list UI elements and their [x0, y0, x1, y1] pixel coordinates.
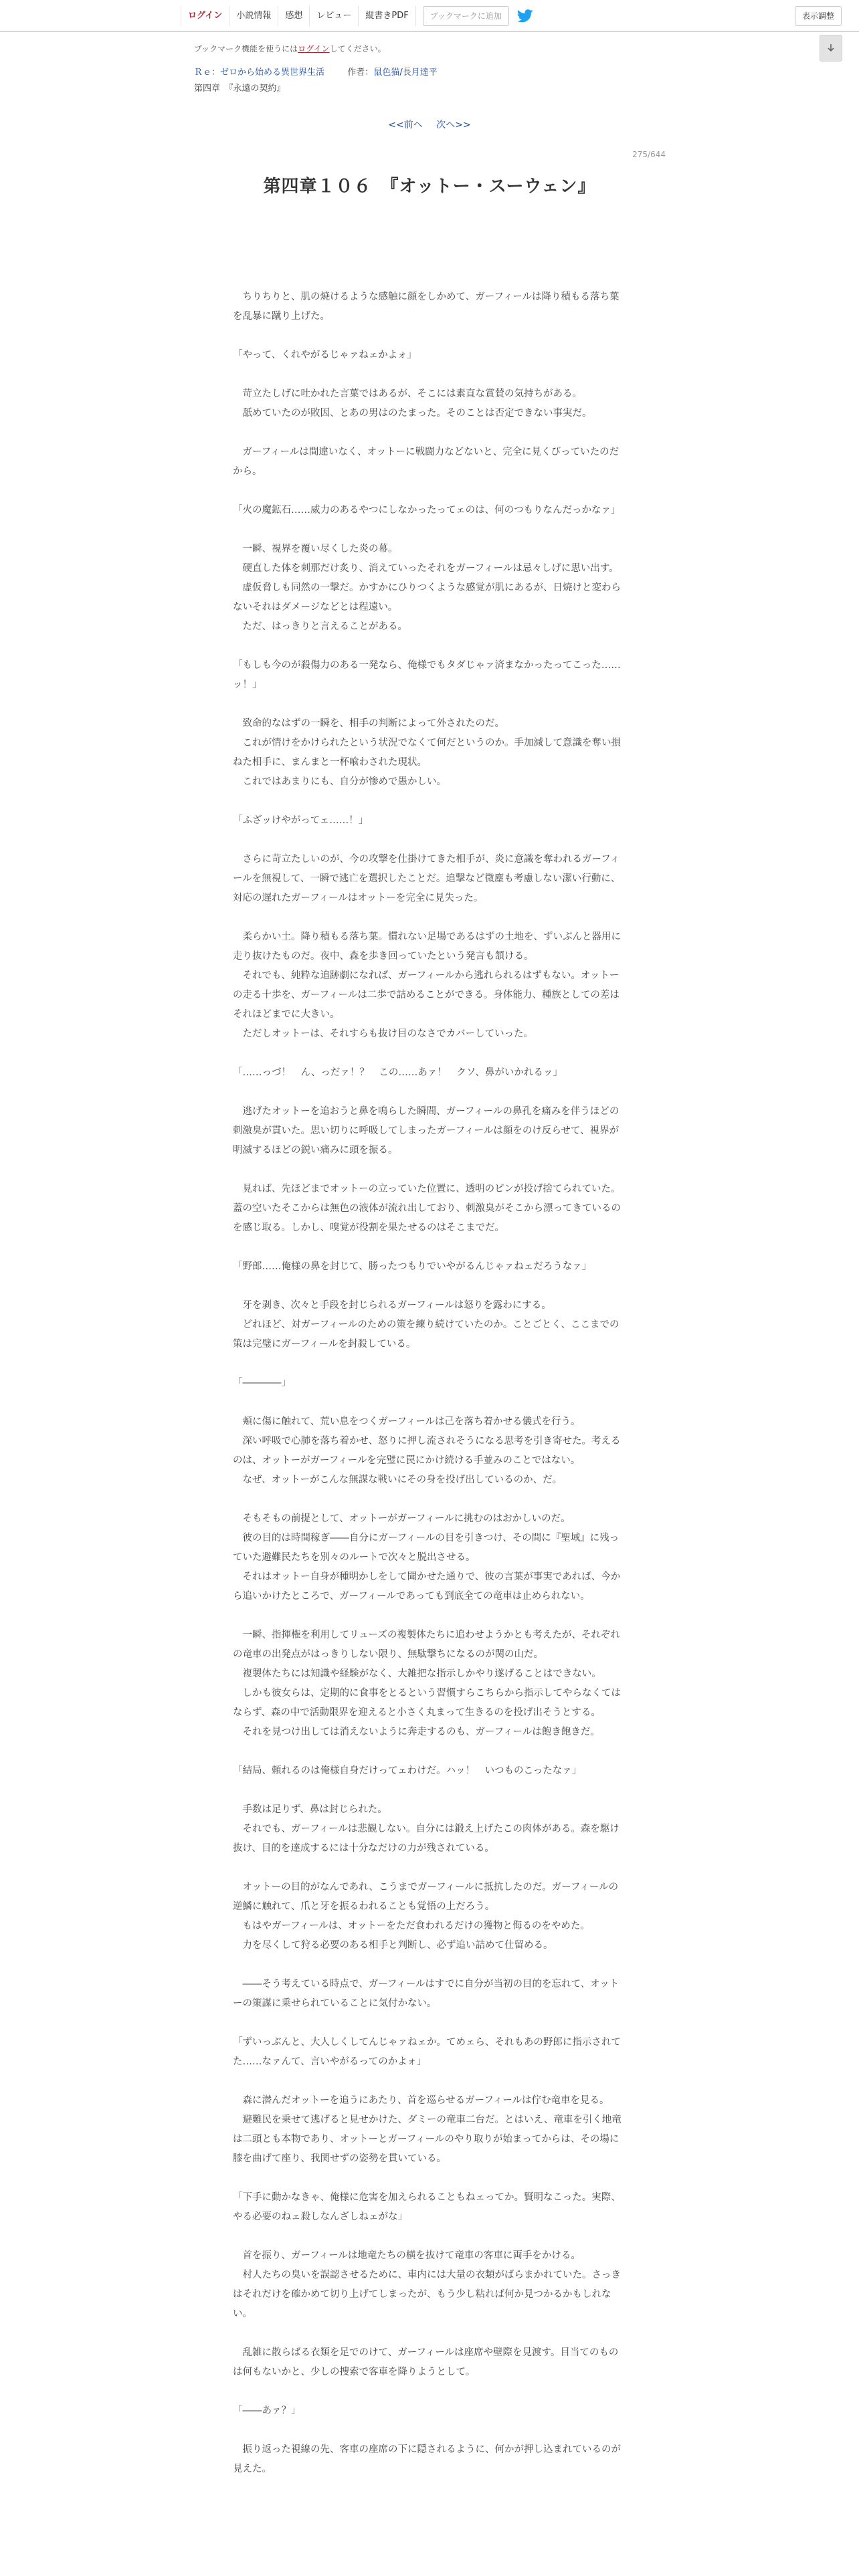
- body-paragraph: 「――あァ？」: [233, 2405, 301, 2416]
- chapter-title: 第四章 『永遠の契約』: [194, 84, 286, 94]
- novel-header: [194, 65, 438, 78]
- body-paragraph: [233, 249, 625, 268]
- body-paragraph: [233, 1858, 625, 1878]
- body-paragraph: それはオットー自身が種明かしをして聞かせた通りで、彼の言葉が事実であれば、今から追いかけたところで、ガーフィールであっても到底全ての竜車は止められない。: [233, 1572, 621, 1602]
- body-paragraph: 手数は足りず、鼻は封じられた。: [233, 1804, 387, 1815]
- body-paragraph: 力を尽くして狩る必要のある相手と判断し、必ず追い詰めて仕留める。: [233, 1940, 553, 1951]
- body-paragraph: [233, 423, 625, 443]
- body-paragraph: [233, 2324, 625, 2343]
- twitter-share-icon[interactable]: [517, 9, 535, 23]
- review-link[interactable]: レビュー: [310, 6, 359, 26]
- body-paragraph: もはやガーフィールは、オットーをただ食われるだけの獲物と侮るのをやめた。: [233, 1921, 590, 1931]
- body-paragraph: [233, 2072, 625, 2091]
- body-paragraph: [233, 2421, 625, 2440]
- body-paragraph: 「野郎……俺様の鼻を封じて、勝ったつもりでいやがるんじゃァねェだろうなァ」: [233, 1261, 592, 1272]
- body-paragraph: [233, 2169, 625, 2188]
- bookmark-login-link[interactable]: ログイン: [298, 44, 330, 53]
- body-paragraph: なぜ、オットーがこんな無謀な戦いにその身を投げ出しているのか、だ。: [233, 1475, 563, 1485]
- novel-body: [233, 249, 625, 2479]
- body-paragraph: [233, 1781, 625, 1800]
- body-paragraph: [233, 2014, 625, 2033]
- body-paragraph: これが情けをかけられたという状況でなくて何だというのか。手加減して意識を奪い損ねた相手に、まんまと一杯喰わされた現状。: [233, 738, 621, 768]
- body-paragraph: 「火の魔鉱石……威力のあるやつにしなかったってェのは、何のつもりなんだっかなァ」: [233, 505, 621, 516]
- body-paragraph: 「もしも今のが殺傷力のある一発なら、俺様でもタダじゃァ済まなかったってこった……ッ！」: [233, 660, 621, 690]
- body-paragraph: 首を振り、ガーフィールは地竜たちの横を抜けて竜車の客車に両手をかける。: [233, 2250, 581, 2261]
- body-paragraph: [233, 481, 625, 501]
- body-paragraph: 「結局、頼れるのは俺様自身だけってェわけだ。ハッ！ いつものこったなァ」: [233, 1765, 582, 1776]
- body-paragraph: 一瞬、視界を覆い尽くした炎の幕。: [233, 544, 398, 554]
- body-paragraph: [233, 1742, 625, 1761]
- prev-page-link[interactable]: <<前へ: [388, 120, 423, 130]
- body-paragraph: さらに苛立たしいのが、今の攻撃を仕掛けてきた相手が、炎に意識を奪われるガーフィールを無視して、一瞬で逃亡を選択したことだ。追撃など微塵も考慮しない潔い行動に、対応の遅れたガーフィールはオットーを完全に見失った。: [233, 854, 621, 903]
- nav-menu: [181, 6, 535, 26]
- body-paragraph: [233, 2227, 625, 2246]
- body-paragraph: [233, 268, 625, 288]
- novel-title-link[interactable]: Ｒｅ：ゼロから始める異世界生活: [194, 68, 325, 78]
- next-page-link[interactable]: 次へ>>: [436, 120, 471, 130]
- body-paragraph: ただしオットーは、それすらも抜け目のなさでカバーしていった。: [233, 1029, 534, 1039]
- body-paragraph: [233, 1606, 625, 1626]
- body-paragraph: ――そう考えている時点で、ガーフィールはすでに自分が当初の目的を忘れて、オットーの策謀に乗せられていることに気付かない。: [233, 1979, 619, 2009]
- body-paragraph: そもそもの前提として、オットーがガーフィールに挑むのはおかしいのだ。: [233, 1513, 571, 1524]
- login-link[interactable]: ログイン: [181, 6, 229, 26]
- body-paragraph: 避難民を乗せて逃げると見せかけた、ダミーの竜車二台だ。とはいえ、竜車を引く地竜は二頭とも本物であり、オットーとガーフィールのやり取りが始まってからは、その場に膝を曲げて座り、我関せずの姿勢を貫いている。: [233, 2115, 622, 2164]
- body-paragraph: 苛立たしげに吐かれた言葉ではあるが、そこには素直な賞賛の気持ちがある。: [233, 389, 582, 399]
- body-paragraph: [233, 520, 625, 540]
- body-paragraph: 「――――」: [233, 1378, 291, 1388]
- display-settings-button[interactable]: 表示調整: [795, 6, 842, 26]
- body-paragraph: [233, 1238, 625, 1257]
- body-paragraph: 舐めていたのが敗因、とあの男はのたまった。そのことは否定できない事実だ。: [233, 408, 592, 419]
- bookmark-note-suffix: してください。: [329, 44, 386, 53]
- body-paragraph: [233, 2382, 625, 2401]
- body-paragraph: 柔らかい土。降り積もる落ち葉。慣れない足場であるはずの土地を、ずいぶんと器用に走り抜けたものだ。夜中、森を歩き回っていたという発言も頷ける。: [233, 932, 621, 962]
- impressions-link[interactable]: 感想: [278, 6, 310, 26]
- vertical-pdf-link[interactable]: 縦書きPDF: [359, 6, 415, 26]
- body-paragraph: ガーフィールは間違いなく、オットーに戦闘力などないと、完全に見くびっていたのだから。: [233, 447, 619, 477]
- body-paragraph: 牙を剥き、次々と手段を封じられるガーフィールは怒りを露わにする。: [233, 1300, 551, 1311]
- add-bookmark-button[interactable]: ブックマークに追加: [423, 6, 509, 26]
- body-paragraph: [233, 1393, 625, 1412]
- body-paragraph: [233, 831, 625, 850]
- body-paragraph: 見れば、先ほどまでオットーの立っていた位置に、透明のビンが投げ捨てられていた。蓋の空いたそこからは無色の液体が流れ出しており、刺激臭がそこから漂ってきているのを感じ取る。しかし、嗅覚が役割を果たせるのはそこまでだ。: [233, 1184, 621, 1233]
- body-paragraph: 一瞬、指揮権を利用してリューズの複製体たちに追わせようかとも考えたが、それぞれの竜車の出発点がはっきりしない限り、無駄撃ちになるのが関の山だ。: [233, 1630, 620, 1660]
- body-paragraph: 「ふざッけやがってェ……！」: [233, 815, 369, 826]
- author-link[interactable]: 鼠色猫/長月達平: [373, 68, 438, 78]
- body-paragraph: [233, 1044, 625, 1063]
- body-paragraph: [233, 1955, 625, 1975]
- body-paragraph: 森に潜んだオットーを追うにあたり、首を巡らせるガーフィールは佇む竜車を見る。: [233, 2095, 609, 2106]
- body-paragraph: [233, 695, 625, 714]
- page-navigation: [0, 118, 859, 131]
- body-paragraph: それでも、純粋な追跡劇になれば、ガーフィールから逃れられるはずもない。オットーの走る十歩を、ガーフィールは二歩で詰めることができる。身体能力、種族としての差はそれほどまでに大きい。: [233, 970, 619, 1020]
- body-paragraph: 「ずいっぶんと、大人しくしてんじゃァねェか。てめェら、それもあの野郎に指示されてた……なァんて、言いやがるってのかよォ」: [233, 2037, 621, 2067]
- scroll-down-button[interactable]: [820, 35, 842, 62]
- body-paragraph: ちりちりと、肌の焼けるような感触に顔をしかめて、ガーフィールは降り積もる落ち葉を乱暴に蹴り上げた。: [233, 292, 619, 322]
- body-paragraph: これではあまりにも、自分が惨めで愚かしい。: [233, 776, 446, 787]
- body-paragraph: 硬直した体を刺那だけ炙り、消えていったそれをガーフィールは忌々しげに思い出す。: [233, 563, 619, 574]
- body-paragraph: 彼の目的は時間稼ぎ――自分にガーフィールの目を引きつけ、その間に『聖域』に残っていた避難民たちを別々のルートで次々と脱出させる。: [233, 1533, 619, 1563]
- body-paragraph: 「やって、くれやがるじゃァねェかよォ」: [233, 350, 417, 360]
- body-paragraph: どれほど、対ガーフィールのための策を練り続けていたのか。ことごとく、ここまでの策は完璧にガーフィールを封殺している。: [233, 1319, 619, 1350]
- author-label: 作者：: [347, 68, 374, 78]
- bookmark-login-note: [194, 43, 386, 54]
- body-paragraph: ただ、はっきりと言えることがある。: [233, 621, 407, 632]
- body-paragraph: 複製体たちには知識や経験がなく、大雑把な指示しかやり遂げることはできない。: [233, 1669, 601, 1679]
- novel-info-link[interactable]: 小説情報: [229, 6, 278, 26]
- episode-number: 275/644: [632, 150, 666, 159]
- body-paragraph: [233, 1354, 625, 1374]
- body-paragraph: 頬に傷に触れて、荒い息をつくガーフィールは己を落ち着かせる儀式を行う。: [233, 1416, 581, 1427]
- body-paragraph: 「下手に動かなきゃ、俺様に危害を加えられることもねェってか。賢明なこった。実際、やる必要のねェ殺しなんざしねェがな」: [233, 2192, 621, 2222]
- body-paragraph: [233, 326, 625, 346]
- body-paragraph: それでも、ガーフィールは悲観しない。自分には鍛え上げたこの肉体がある。森を駆け抜け、目的を達成するには十分なだけの力が残されている。: [233, 1824, 619, 1854]
- body-paragraph: 致命的なはずの一瞬を、相手の判断によって外されたのだ。: [233, 718, 504, 729]
- episode-subtitle: 第四章１０６ 『オットー・スーウェン』: [263, 177, 596, 197]
- body-paragraph: [233, 792, 625, 811]
- body-paragraph: 村人たちの臭いを誤認させるために、車内には大量の衣類がばらまかれていた。さっきはそれだけを確かめて切り上げてしまったが、もう少し粘れば何か見つかるかもしれない。: [233, 2270, 621, 2319]
- body-paragraph: [233, 637, 625, 656]
- body-paragraph: 振り返った視線の先、客車の座席の下に隠されるように、何かが押し込まれているのが見えた。: [233, 2444, 621, 2474]
- bookmark-note-text: ブックマーク機能を使うには: [194, 44, 298, 53]
- body-paragraph: オットーの目的がなんであれ、こうまでガーフィールに抵抗したのだ。ガーフィールの逆鱗に触れて、爪と牙を振るわれることも覚悟の上だろう。: [233, 1882, 619, 1912]
- body-paragraph: [233, 365, 625, 385]
- body-paragraph: [233, 1083, 625, 1102]
- body-paragraph: [233, 1277, 625, 1296]
- arrow-down-icon: [828, 42, 834, 55]
- body-paragraph: 深い呼吸で心肺を落ち着かせ、怒りに押し流されそうになる思考を引き寄せた。考えるのは、オットーがガーフィールを完璧に罠にかけ続ける手並みのことではない。: [233, 1436, 621, 1466]
- body-paragraph: 逃げたオットーを追おうと鼻を鳴らした瞬間、ガーフィールの鼻孔を痛みを伴うほどの刺激臭が貫いた。思い切りに呼吸してしまったガーフィールは顔をのけ反らせて、視界が明滅するほどの鋭い痛みに頭を振る。: [233, 1106, 619, 1156]
- body-paragraph: [233, 1160, 625, 1180]
- body-paragraph: [233, 908, 625, 928]
- body-paragraph: 虚仮脅しも同然の一撃だ。かすかにひりつくような感覚が肌にあるが、日焼けと変わらないそれはダメージなどとは程遠い。: [233, 582, 621, 613]
- body-paragraph: 乱雑に散らばる衣類を足でのけて、ガーフィールは座席や壁際を見渡す。目当てのものは何もないかと、少しの捜索で客車を降りようとして。: [233, 2347, 619, 2377]
- body-paragraph: 「……っづ！ ん、っだァ！？ この……あァ！ クソ、鼻がいかれるッ」: [233, 1067, 563, 1078]
- body-paragraph: しかも彼女らは、定期的に食事をとるという習慣すらこちらから指示してやらなくてはならず、森の中で活動限界を迎えると小さく丸まって生きるのを投げ出そうとする。: [233, 1688, 621, 1718]
- body-paragraph: [233, 1490, 625, 1509]
- top-navbar: [0, 0, 859, 32]
- body-paragraph: それを見つけ出しては消えないように奔走するのも、ガーフィールは飽き飽きだ。: [233, 1727, 600, 1737]
